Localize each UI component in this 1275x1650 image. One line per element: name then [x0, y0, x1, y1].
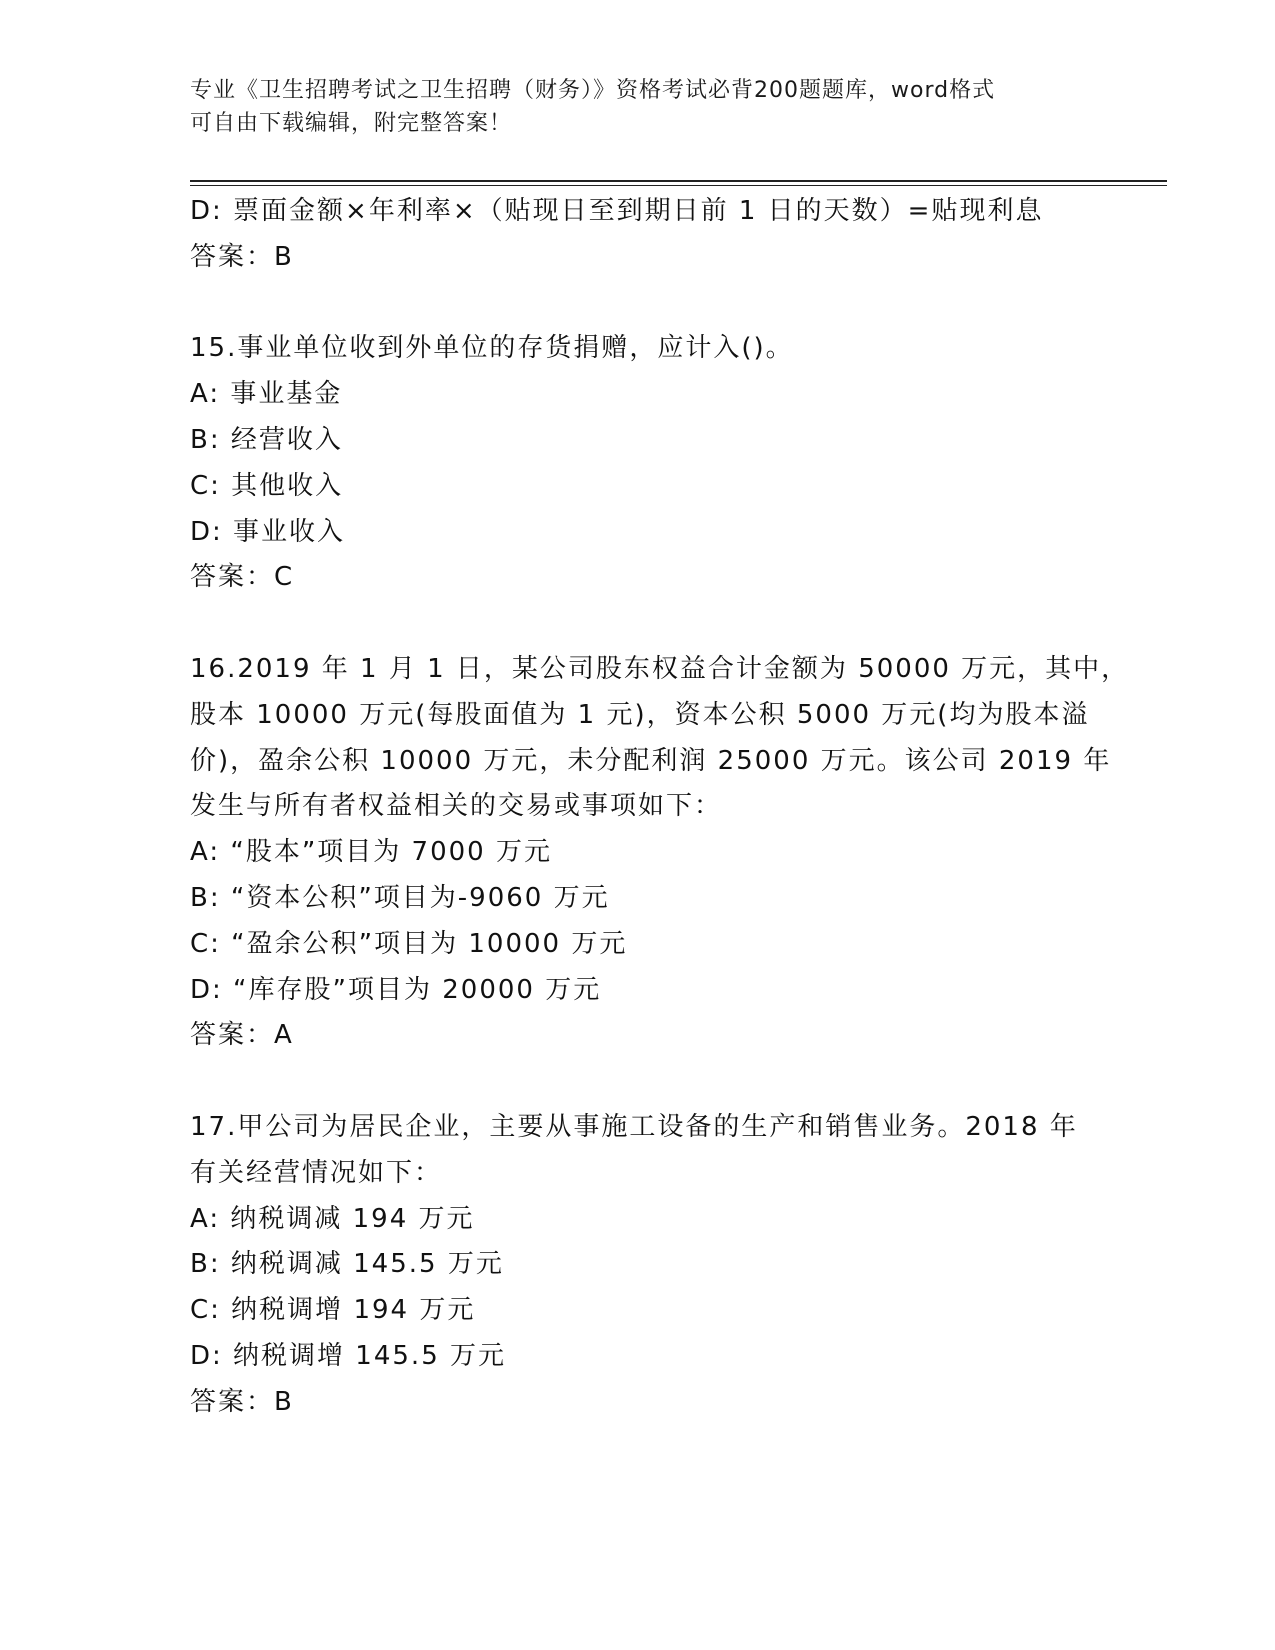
option-d: D: 事业收入: [190, 516, 346, 547]
previous-answer: 答案：B: [190, 241, 294, 272]
previous-option-d: D: 票面金额×年利率×（贴现日至到期日前 1 日的天数）=贴现利息: [190, 196, 1044, 226]
question-17: [190, 1105, 1140, 1426]
question-stem: 发生与所有者权益相关的交易或事项如下：: [190, 791, 723, 822]
spacer: [190, 601, 1140, 647]
option-a: A: 事业基金: [190, 379, 343, 410]
option-d: D: 纳税调增 145.5 万元: [190, 1340, 507, 1371]
question-stem: 价)，盈余公积 10000 万元，未分配利润 25000 万元。该公司 2019 年: [190, 745, 1112, 776]
question-list: [190, 189, 1140, 1426]
header-title-line-1: 专业《卫生招聘考试之卫生招聘（财务）》资格考试必背200题题库，word格式: [190, 78, 996, 103]
option-b: B: 纳税调减 145.5 万元: [190, 1249, 504, 1280]
document-header: [190, 74, 1090, 140]
answer: 答案：C: [190, 562, 295, 593]
option-a: A: 纳税调减 194 万元: [190, 1203, 475, 1234]
question-16: [190, 647, 1140, 1059]
question-stem: 有关经营情况如下：: [190, 1157, 443, 1188]
header-divider-thin: [190, 185, 1167, 186]
option-b: B: “资本公积”项目为-9060 万元: [190, 882, 610, 913]
option-c: C: “盈余公积”项目为 10000 万元: [190, 928, 628, 959]
question-15: [190, 326, 1140, 601]
header-divider-thick: [190, 180, 1167, 182]
question-stem: 16.2019 年 1 月 1 日，某公司股东权益合计金额为 50000 万元，其中，: [190, 653, 1130, 684]
option-a: A: “股本”项目为 7000 万元: [190, 837, 552, 868]
question-stem: 15.事业单位收到外单位的存货捐赠，应计入()。: [190, 333, 794, 364]
question-stem: 17.甲公司为居民企业，主要从事施工设备的生产和销售业务。2018 年: [190, 1111, 1078, 1142]
option-d: D: “库存股”项目为 20000 万元: [190, 974, 602, 1005]
answer: 答案：B: [190, 1386, 294, 1417]
option-c: C: 纳税调增 194 万元: [190, 1295, 476, 1326]
spacer: [190, 281, 1140, 327]
option-b: B: 经营收入: [190, 424, 343, 455]
spacer: [190, 1059, 1140, 1105]
question-stem: 股本 10000 万元(每股面值为 1 元)，资本公积 5000 万元(均为股本溢: [190, 699, 1090, 730]
option-c: C: 其他收入: [190, 470, 344, 501]
header-title-line-2: 可自由下载编辑，附完整答案！: [190, 111, 513, 136]
answer: 答案：A: [190, 1020, 294, 1051]
